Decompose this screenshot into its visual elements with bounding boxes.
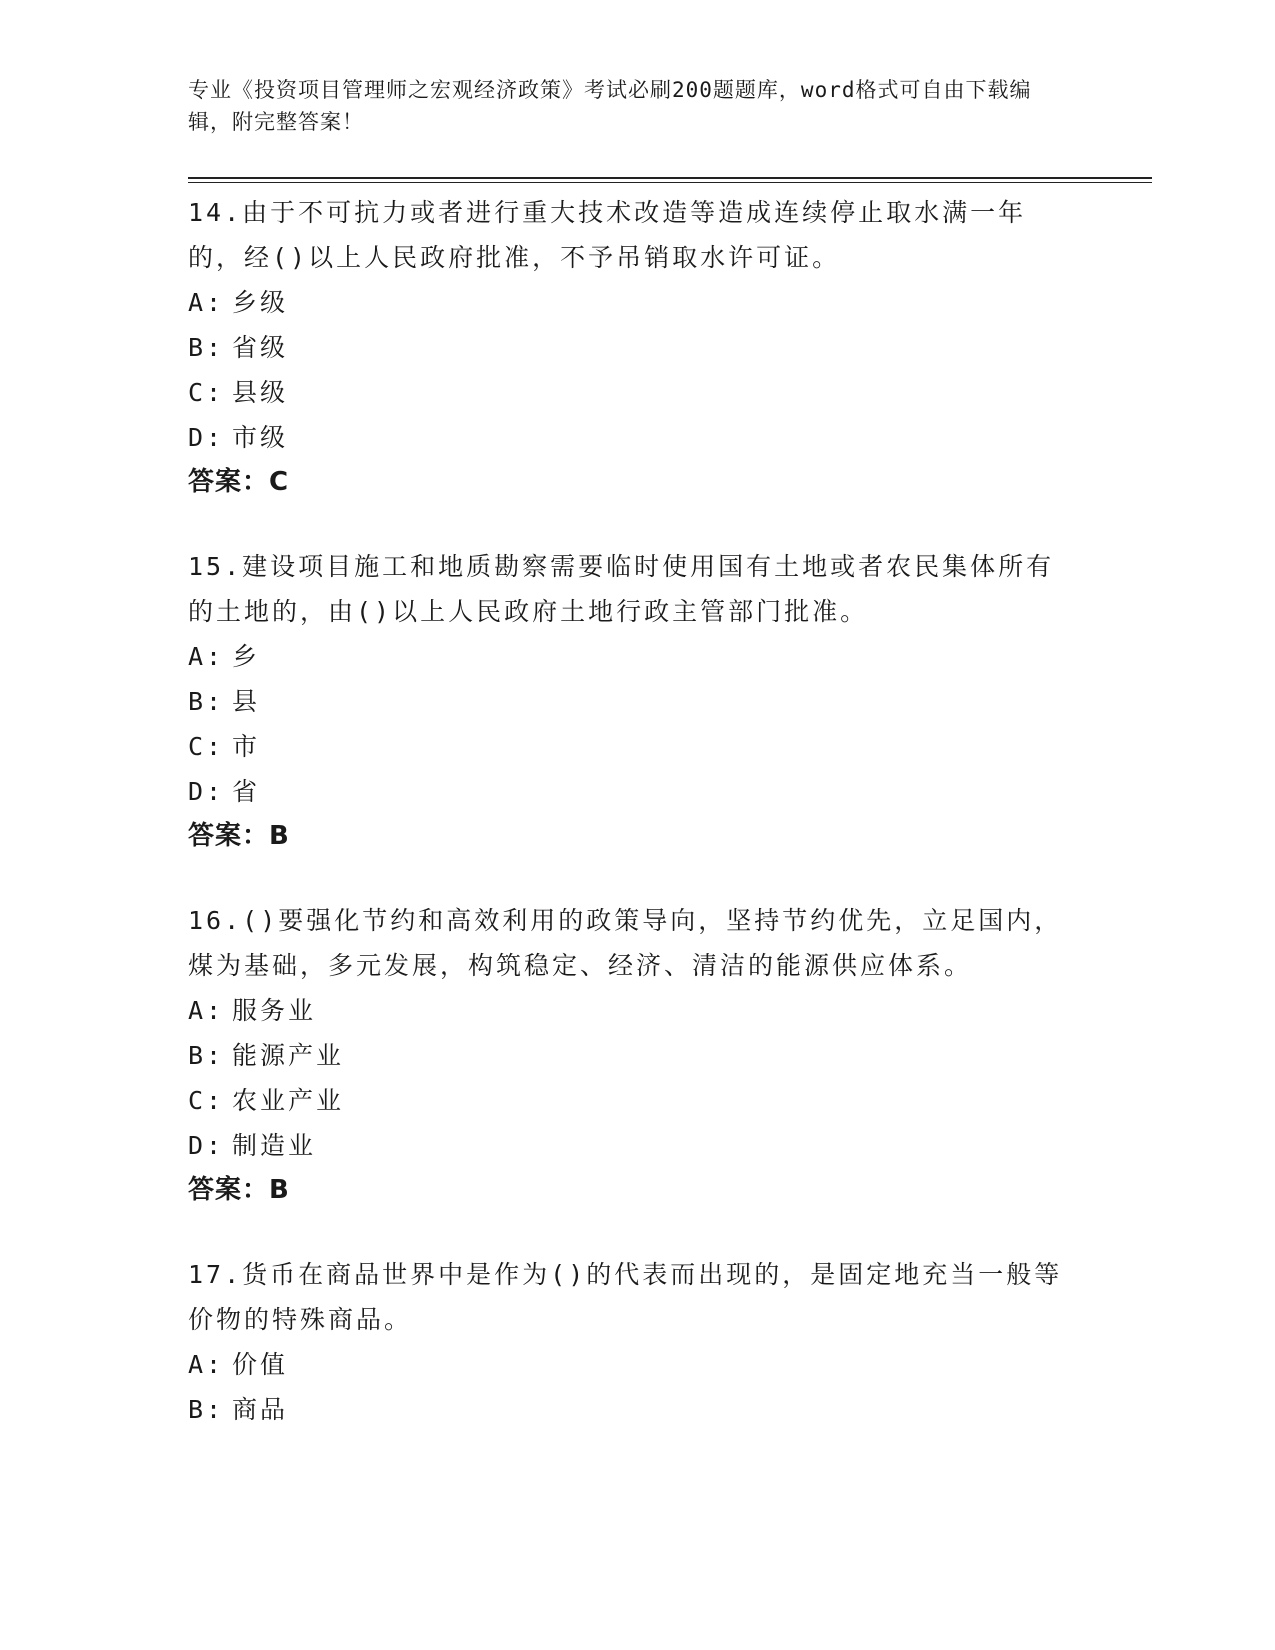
question-14: [188, 190, 1088, 504]
option-key: B:: [188, 687, 225, 716]
option-c: [188, 370, 1088, 415]
header-divider-thin: [188, 182, 1152, 183]
option-c: [188, 1078, 1088, 1123]
option-value: 商品: [232, 1395, 289, 1424]
option-c: [188, 724, 1088, 769]
option-d: [188, 1123, 1088, 1168]
option-value: 农业产业: [232, 1086, 345, 1115]
option-d: [188, 415, 1088, 460]
question-text: 14.由于不可抗力或者进行重大技术改造等造成连续停止取水满一年的，经()以上人民政府批准，不予吊销取水许可证。: [188, 198, 1027, 272]
option-value: 服务业: [232, 996, 317, 1025]
option-value: 省: [232, 777, 261, 806]
option-key: A:: [188, 996, 225, 1025]
option-key: A:: [188, 288, 225, 317]
option-value: 县: [232, 687, 261, 716]
option-value: 价值: [232, 1350, 289, 1379]
option-key: B:: [188, 333, 225, 362]
option-b: [188, 1033, 1088, 1078]
answer-line: 答案：C: [188, 467, 290, 497]
document-header: 专业《投资项目管理师之宏观经济政策》考试必刷200题题库，word格式可自由下载编辑，附完整答案！: [188, 78, 1032, 134]
option-key: A:: [188, 1350, 225, 1379]
option-value: 市级: [232, 423, 289, 452]
option-value: 乡: [232, 642, 261, 671]
option-b: [188, 1387, 1088, 1432]
option-key: C:: [188, 378, 225, 407]
option-value: 县级: [232, 378, 289, 407]
option-a: [188, 634, 1088, 679]
option-key: D:: [188, 1131, 225, 1160]
option-key: B:: [188, 1395, 225, 1424]
question-text: 15.建设项目施工和地质勘察需要临时使用国有土地或者农民集体所有的土地的，由()以上人民政府土地行政主管部门批准。: [188, 552, 1055, 626]
header-divider-thick: [188, 177, 1152, 179]
option-value: 省级: [232, 333, 289, 362]
option-a: [188, 280, 1088, 325]
option-key: A:: [188, 642, 225, 671]
option-b: [188, 679, 1088, 724]
option-value: 能源产业: [232, 1041, 345, 1070]
option-value: 制造业: [232, 1131, 317, 1160]
option-d: [188, 769, 1088, 814]
question-list: [188, 190, 1088, 1472]
option-key: B:: [188, 1041, 225, 1070]
option-value: 市: [232, 732, 261, 761]
option-key: C:: [188, 1086, 225, 1115]
question-15: [188, 544, 1088, 858]
option-a: [188, 988, 1088, 1033]
question-text: 17.货币在商品世界中是作为()的代表而出现的，是固定地充当一般等价物的特殊商品。: [188, 1260, 1063, 1334]
option-a: [188, 1342, 1088, 1387]
option-key: C:: [188, 732, 225, 761]
question-text: 16.()要强化节约和高效利用的政策导向，坚持节约优先，立足国内，煤为基础，多元发展，构筑稳定、经济、清洁的能源供应体系。: [188, 906, 1063, 980]
answer-line: 答案：B: [188, 1175, 290, 1205]
question-16: [188, 898, 1088, 1212]
question-17: [188, 1252, 1088, 1432]
option-key: D:: [188, 423, 225, 452]
option-value: 乡级: [232, 288, 289, 317]
answer-line: 答案：B: [188, 821, 290, 851]
option-key: D:: [188, 777, 225, 806]
option-b: [188, 325, 1088, 370]
